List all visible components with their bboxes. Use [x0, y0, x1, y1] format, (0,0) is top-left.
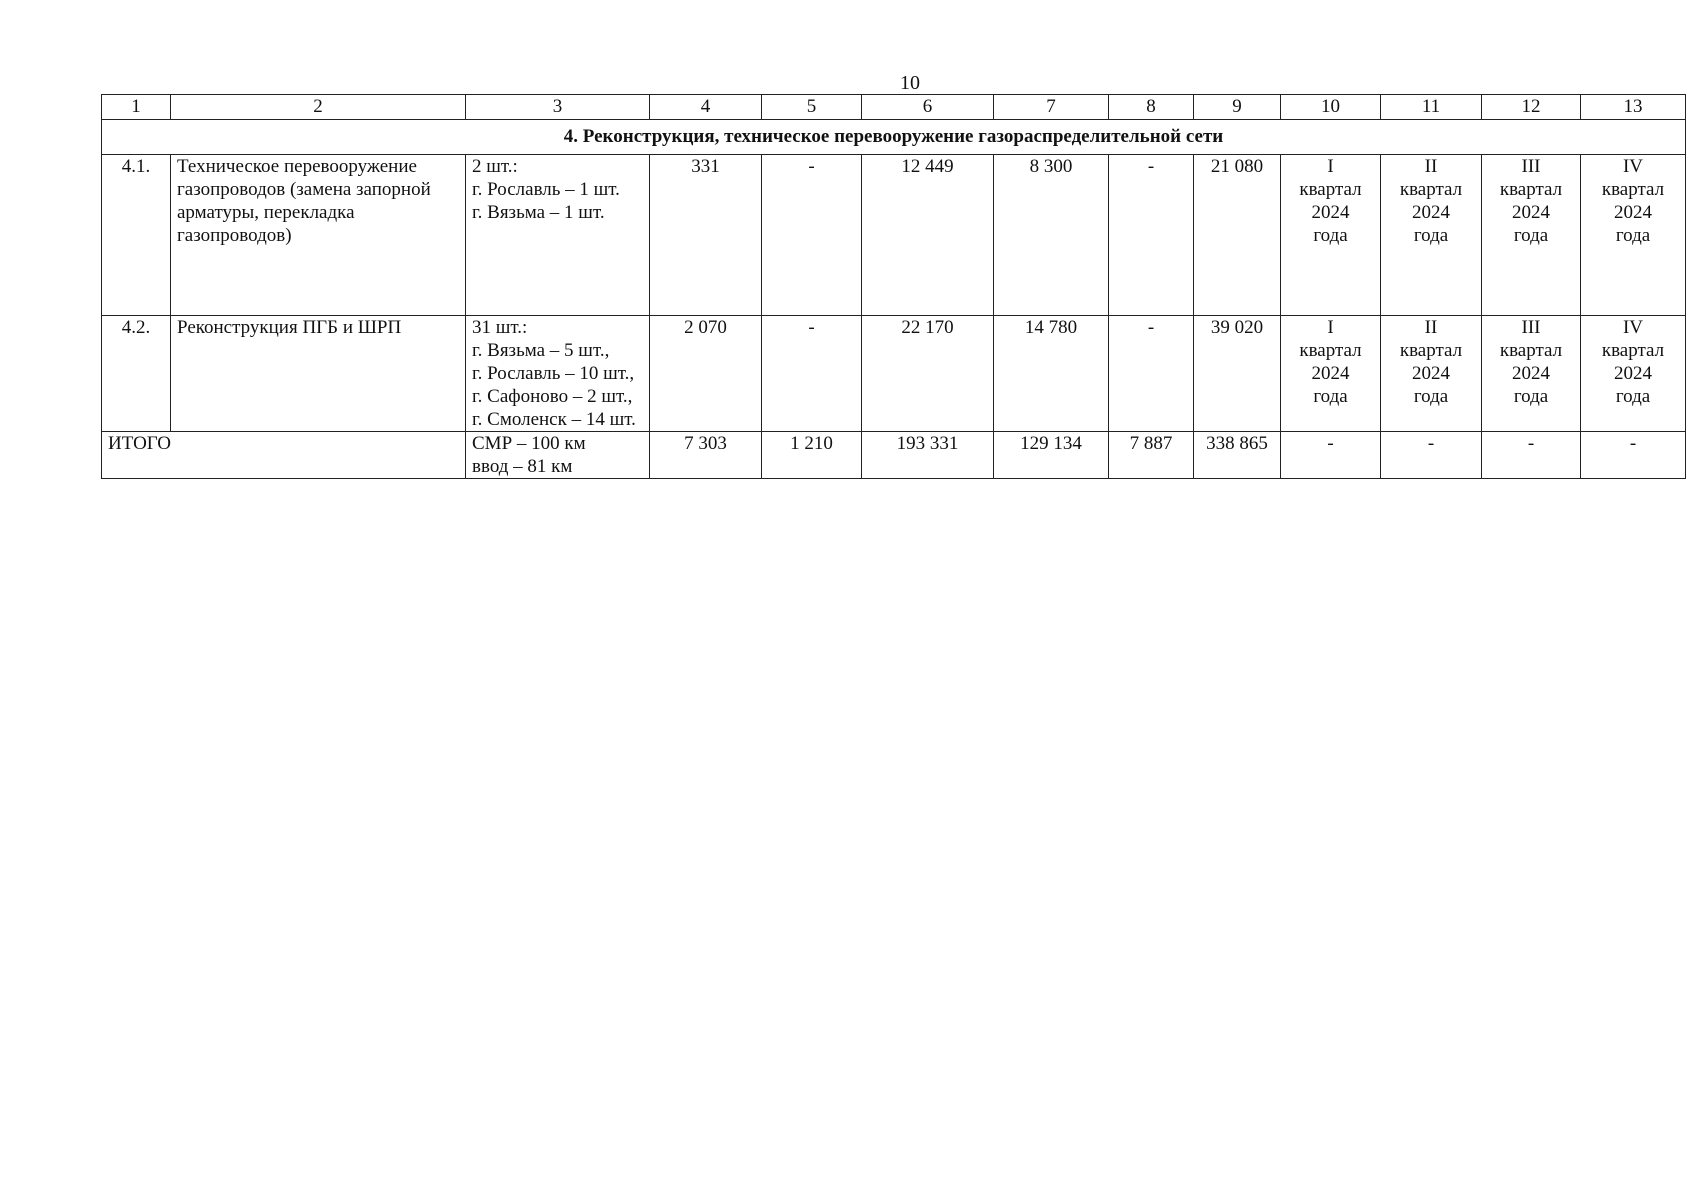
column-number: 11 — [1381, 95, 1482, 120]
total-value-col13: - — [1581, 432, 1686, 479]
column-number: 7 — [994, 95, 1109, 120]
table-row — [102, 155, 1686, 316]
row-quarter-col10: I квартал 2024 года — [1281, 155, 1381, 316]
table-row — [102, 316, 1686, 432]
column-number: 1 — [102, 95, 171, 120]
total-value-col11: - — [1381, 432, 1482, 479]
section-title: 4. Реконструкция, техническое перевооружение газораспределительной сети — [102, 120, 1686, 155]
column-number: 9 — [1194, 95, 1281, 120]
row-quarter-col13: IV квартал 2024 года — [1581, 316, 1686, 432]
row-details: 31 шт.: г. Вязьма – 5 шт., г. Рославль – 10 шт., г. Сафоново – 2 шт., г. Смоленск – 14 шт. — [466, 316, 650, 432]
column-number: 4 — [650, 95, 762, 120]
total-value-col8: 7 887 — [1109, 432, 1194, 479]
row-value-col9: 39 020 — [1194, 316, 1281, 432]
row-number: 4.1. — [102, 155, 171, 316]
row-value-col4: 2 070 — [650, 316, 762, 432]
column-number: 12 — [1482, 95, 1581, 120]
total-value-col4: 7 303 — [650, 432, 762, 479]
total-details: СМР – 100 км ввод – 81 км — [466, 432, 650, 479]
page-number: 10 — [900, 72, 920, 94]
row-value-col7: 8 300 — [994, 155, 1109, 316]
row-quarter-col13: IV квартал 2024 года — [1581, 155, 1686, 316]
column-number: 8 — [1109, 95, 1194, 120]
column-number-row — [102, 95, 1686, 120]
row-value-col7: 14 780 — [994, 316, 1109, 432]
row-name: Реконструкция ПГБ и ШРП — [171, 316, 466, 432]
row-quarter-col12: III квартал 2024 года — [1482, 316, 1581, 432]
investment-program-table — [101, 94, 1686, 479]
row-value-col9: 21 080 — [1194, 155, 1281, 316]
row-value-col5: - — [762, 155, 862, 316]
row-value-col8: - — [1109, 155, 1194, 316]
total-value-col6: 193 331 — [862, 432, 994, 479]
column-number: 13 — [1581, 95, 1686, 120]
row-value-col6: 12 449 — [862, 155, 994, 316]
total-row — [102, 432, 1686, 479]
total-value-col12: - — [1482, 432, 1581, 479]
total-value-col10: - — [1281, 432, 1381, 479]
row-value-col8: - — [1109, 316, 1194, 432]
total-label: ИТОГО — [102, 432, 466, 479]
row-value-col5: - — [762, 316, 862, 432]
row-quarter-col12: III квартал 2024 года — [1482, 155, 1581, 316]
row-quarter-col10: I квартал 2024 года — [1281, 316, 1381, 432]
row-value-col4: 331 — [650, 155, 762, 316]
row-value-col6: 22 170 — [862, 316, 994, 432]
row-number: 4.2. — [102, 316, 171, 432]
row-details: 2 шт.: г. Рославль – 1 шт. г. Вязьма – 1 шт. — [466, 155, 650, 316]
column-number: 2 — [171, 95, 466, 120]
column-number: 3 — [466, 95, 650, 120]
row-quarter-col11: II квартал 2024 года — [1381, 316, 1482, 432]
total-value-col9: 338 865 — [1194, 432, 1281, 479]
column-number: 5 — [762, 95, 862, 120]
row-quarter-col11: II квартал 2024 года — [1381, 155, 1482, 316]
total-value-col7: 129 134 — [994, 432, 1109, 479]
column-number: 10 — [1281, 95, 1381, 120]
column-number: 6 — [862, 95, 994, 120]
total-value-col5: 1 210 — [762, 432, 862, 479]
row-name: Техническое перевооружение газопроводов (замена запорной арматуры, перекладка газопроводов) — [171, 155, 466, 316]
section-header-row — [102, 120, 1686, 155]
